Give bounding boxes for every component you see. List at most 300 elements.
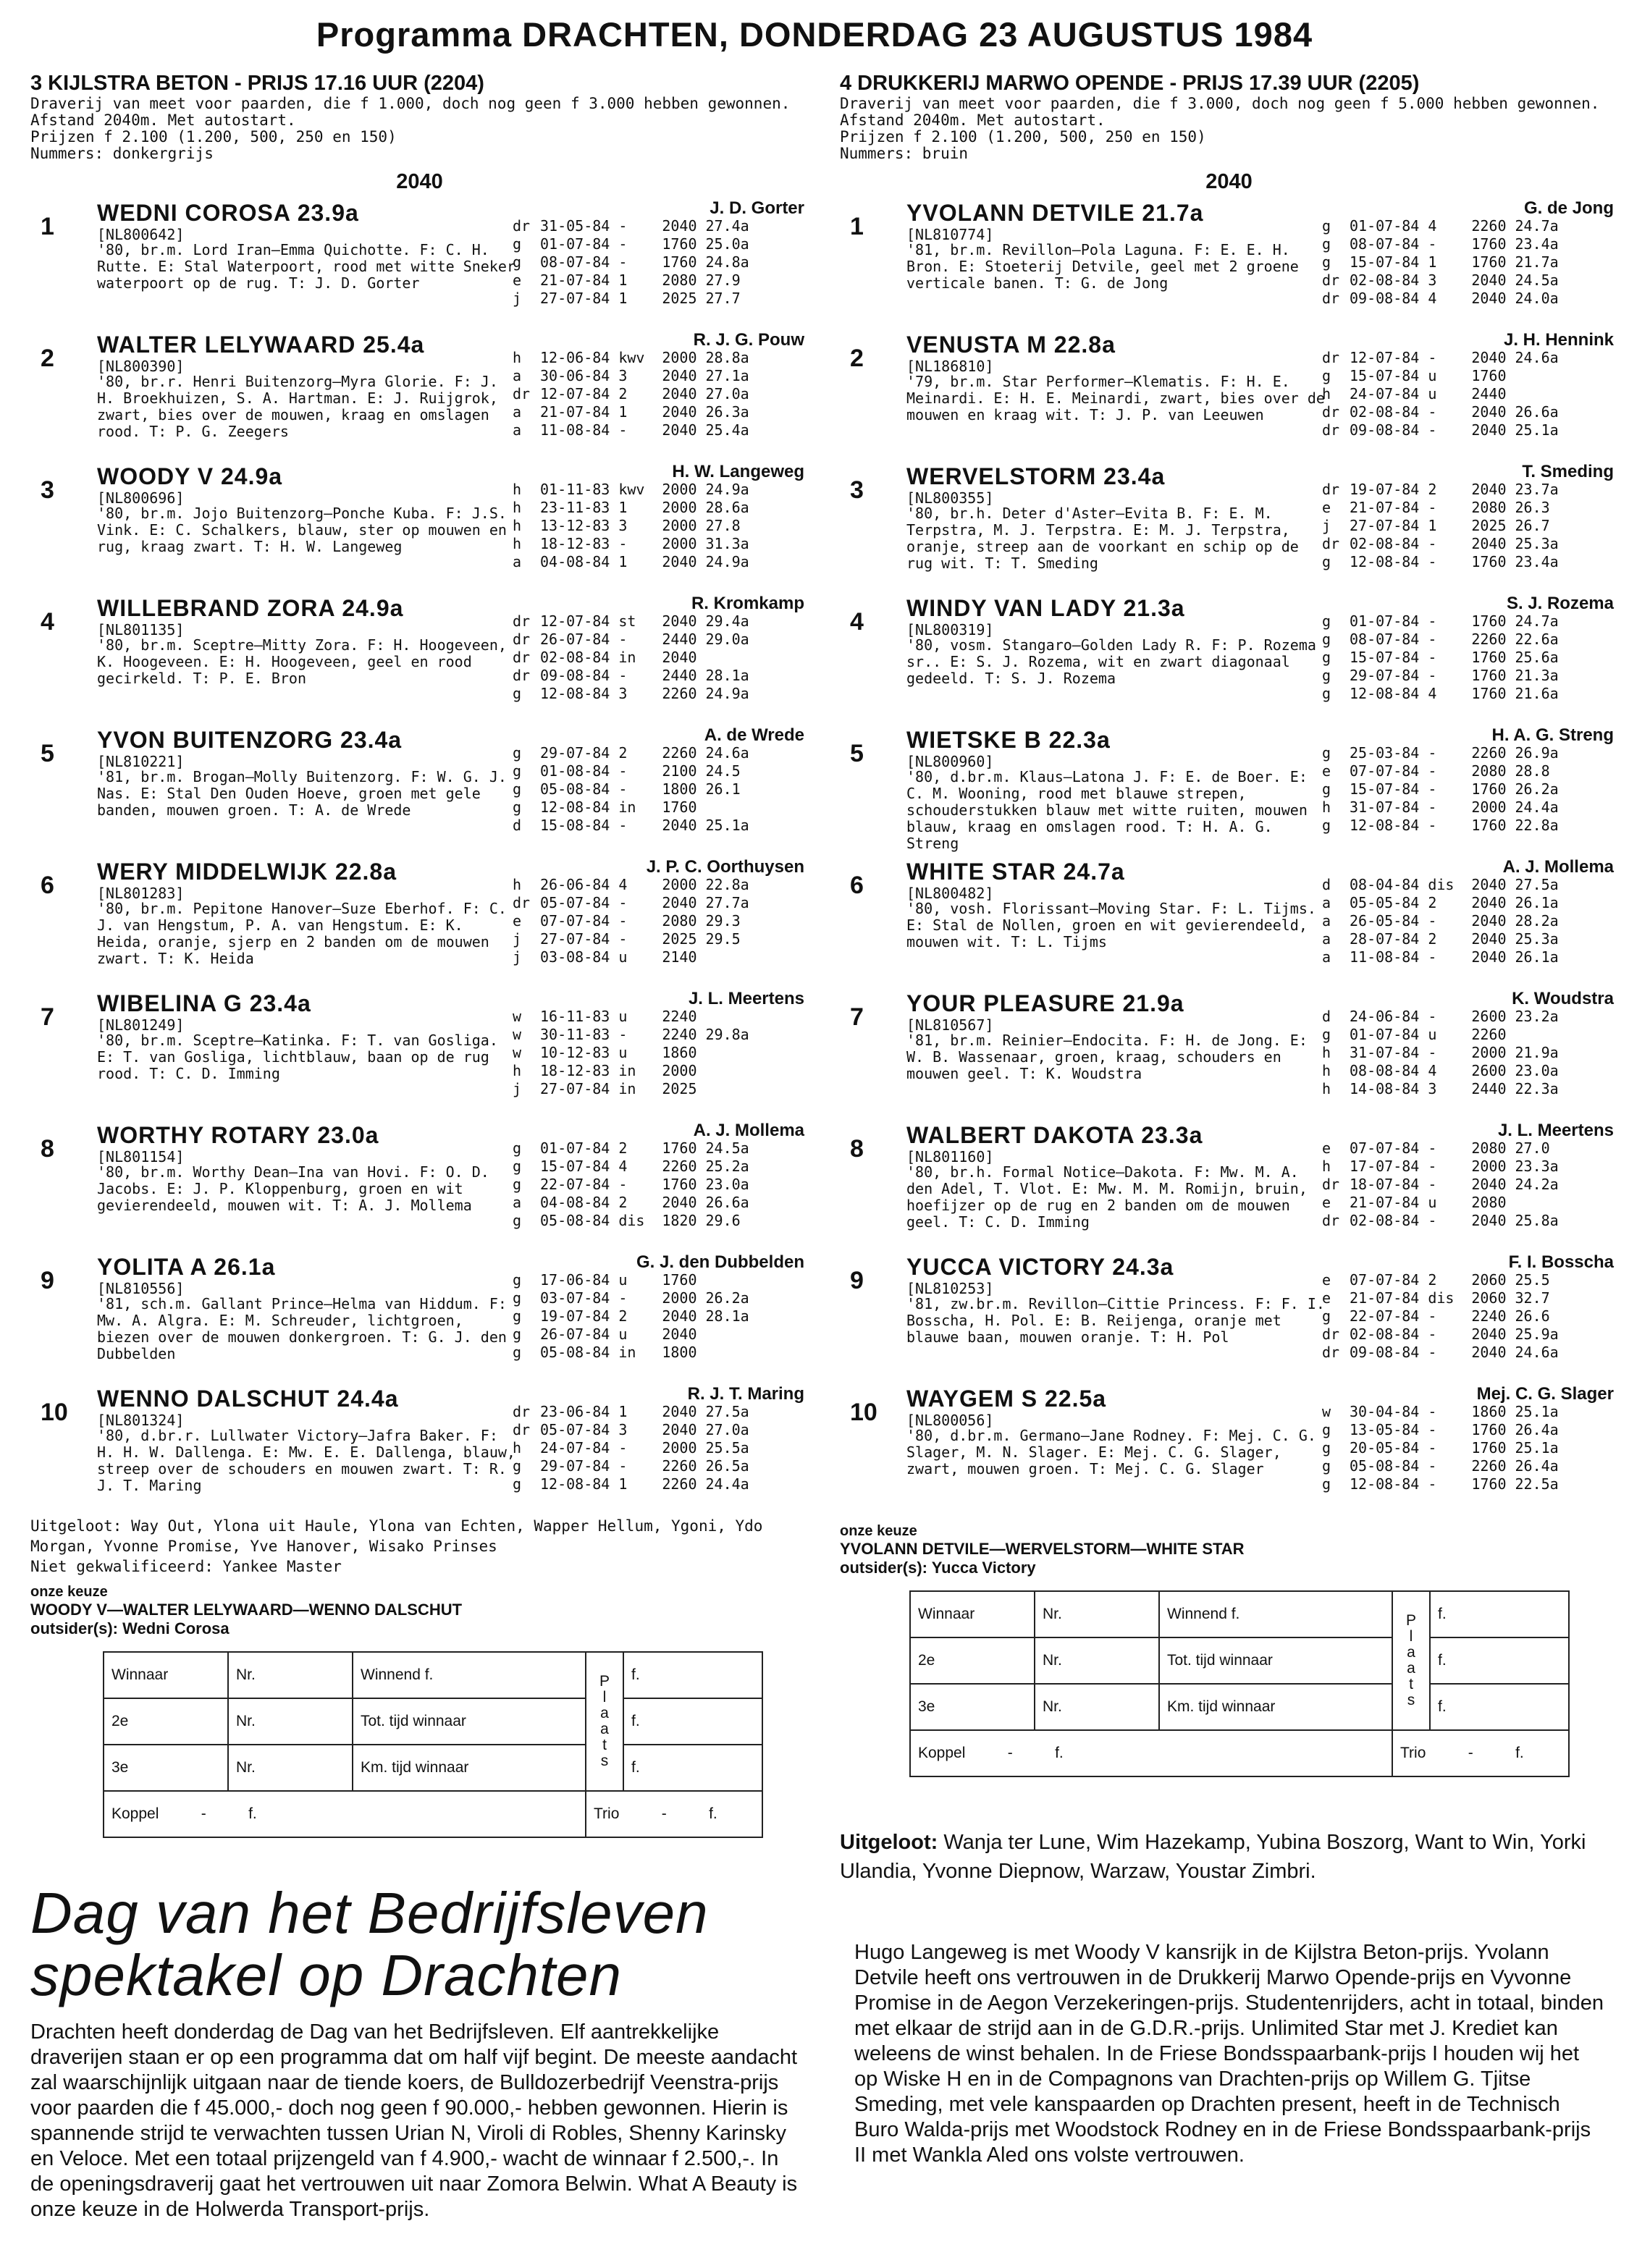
performance-cell: g [513, 685, 522, 702]
performance-row [1318, 817, 1563, 835]
performance-cell: j [513, 1080, 522, 1097]
result-field-label: Tot. tijd winnaar [353, 1698, 586, 1745]
performance-cell: 24.5a [1515, 271, 1559, 289]
performance-cell: 2040 [662, 421, 697, 439]
performance-cell: 04-08-84 [540, 553, 610, 570]
performance-cell: u [618, 1044, 628, 1061]
horse-entry [840, 330, 1618, 462]
performance-row [508, 271, 754, 290]
performance-row [1318, 367, 1563, 385]
performance-cell: 1760 [662, 235, 697, 253]
performance-row [1318, 649, 1563, 667]
performance-cell: g [513, 1307, 522, 1325]
performance-cell: 1760 [662, 1139, 697, 1157]
horse-name: YOUR PLEASURE 21.9a [906, 990, 1184, 1016]
performance-cell: 1800 [662, 780, 697, 798]
performance-cell: 31.3a [705, 535, 749, 552]
performance-cell: in [618, 649, 636, 666]
performance-cell: 26.4a [1515, 1457, 1559, 1475]
horse-id: [NL810556] [97, 1280, 185, 1297]
performance-cell: a [1322, 894, 1331, 911]
horse-description: '80, d.br.m. Germano—Jane Rodney. F: Mej. C. G. Slager, M. N. Slager. E: Mej. C. G. Slager, zwart, mouwen groen. T: Mej. C. G. Slager [906, 1427, 1316, 1477]
horse-name: WOODY V 24.9a [97, 463, 283, 489]
trio-cell: Trio - f. [1392, 1730, 1569, 1776]
result-row [910, 1637, 1569, 1684]
horse-entry [840, 594, 1618, 725]
performance-cell: a [1322, 930, 1331, 948]
performance-cell: 1800 [662, 1344, 697, 1361]
horse-description: '80, br.h. Deter d'Aster—Evita B. F: E. M. Terpstra, M. J. Terpstra. E: M. J. Terpstra, oranje, streep aan de voorkant en schip op de rug wit. T: T. Smeding [906, 505, 1299, 572]
result-row-koppel [104, 1791, 762, 1837]
performance-cell: g [513, 798, 522, 816]
performance-cell: 27-07-84 [1350, 517, 1420, 534]
result-f-label: f. [1430, 1591, 1569, 1637]
page-title: Programma DRACHTEN, DONDERDAG 23 AUGUSTUS 1984 [316, 15, 1313, 54]
performance-table [1318, 744, 1563, 835]
race-4-column [840, 71, 1618, 1886]
performance-cell: g [1322, 667, 1331, 684]
performance-cell: 3 [1428, 1080, 1437, 1097]
performance-cell: - [1428, 553, 1437, 570]
performance-cell: 2260 [662, 1158, 697, 1175]
performance-cell: 1760 [1471, 235, 1507, 253]
performance-cell: 26-07-84 [540, 1325, 610, 1343]
horse-entry [840, 857, 1618, 989]
performance-cell: g [1322, 685, 1331, 702]
performance-table [1318, 612, 1563, 703]
horse-name: WERVELSTORM 23.4a [906, 463, 1166, 489]
performance-cell: 12-08-84 [540, 1475, 610, 1493]
article-right: Hugo Langeweg is met Woody V kansrijk in de Kijlstra Beton-prijs. Yvolann Detvile heeft ons vertrouwen in de Drukkerij Marwo Opende-prijs en Vyvonne Promise in de Aegon Verzekeringen-prijs. Studentenrijders, acht in totaal, binden met elkaar de strijd aan in de G.D.R.-prijs. Unlimited Star met J. Krediet kan weleens de winst behalen. In de Friese Bondsspaarbank-prijs I houden wij het op Wiske H en in de Compagnons van Drachten-prijs op Willem G. Tjitse Smeding, met vele kanspaarden op Drachten present, heeft in de Technisch Buro Walda-prijs met Woodstock Rodney en in de Friese Bondsspaarbank-prijs II met Wankla Aled ons volste vertrouwen. [854, 1941, 1604, 2167]
horse-name: WALBERT DAKOTA 23.3a [906, 1122, 1203, 1148]
performance-cell: g [1322, 367, 1331, 384]
performance-cell: dis [1428, 876, 1455, 893]
race-conditions: Draverij van meet voor paarden, die f 3.000, doch nog geen f 5.000 hebben gewonnen. Afstand 2040m. Met autostart. Prijzen f 2.100 (1.200, 500, 250 en 150) Nummers: bruin [840, 95, 1600, 162]
performance-cell: in [618, 1080, 636, 1097]
horse-number: 4 [850, 608, 864, 636]
horse-entry [30, 725, 809, 857]
performance-cell: g [1322, 817, 1331, 834]
performance-row [1318, 253, 1563, 271]
performance-cell: 4 [1428, 685, 1437, 702]
result-row [104, 1698, 762, 1745]
uitgeloot-list: Uitgeloot: Way Out, Ylona uit Haule, Ylona van Echten, Wapper Hellum, Ygoni, Ydo Morgan, Yvonne Promise, Yve Hanover, Wisako Prinses [30, 1517, 763, 1555]
performance-cell: 2000 [662, 349, 697, 366]
result-field-label: Km. tijd winnaar [1159, 1684, 1392, 1730]
performance-cell: - [1428, 744, 1437, 762]
performance-cell: 24-07-84 [540, 1439, 610, 1457]
performance-row [1318, 499, 1563, 517]
performance-cell: 2040 [662, 217, 697, 235]
performance-cell: 2040 [1471, 271, 1507, 289]
performance-cell: 1760 [1471, 649, 1507, 666]
performance-cell: dr [513, 649, 531, 666]
trainer-name: R. J. T. Maring [687, 1384, 804, 1404]
performance-row [1318, 553, 1563, 571]
performance-cell: 09-08-84 [1350, 421, 1420, 439]
performance-cell: 2025 [662, 290, 697, 307]
performance-row [508, 685, 754, 703]
performance-cell [702, 1008, 754, 1026]
performance-cell: a [513, 1194, 522, 1211]
performance-cell: 30-11-83 [540, 1026, 610, 1043]
performance-cell: 23.0a [705, 1176, 749, 1193]
performance-cell: - [1428, 1139, 1437, 1157]
trainer-name: H. A. G. Streng [1491, 725, 1614, 745]
performance-cell: dr [1322, 481, 1340, 498]
horse-number: 7 [41, 1003, 54, 1031]
horse-number: 8 [41, 1135, 54, 1163]
result-row [104, 1745, 762, 1791]
performance-cell: a [513, 367, 522, 384]
performance-cell: 25.1a [1515, 1439, 1559, 1457]
performance-cell: in [618, 1344, 636, 1361]
performance-row [1318, 930, 1563, 948]
performance-cell: 29.8a [705, 1026, 749, 1043]
performance-cell: 23.7a [1515, 481, 1559, 498]
horse-id: [NL810253] [906, 1280, 994, 1297]
performance-row [1318, 685, 1563, 703]
performance-cell: 22-07-84 [1350, 1307, 1420, 1325]
performance-cell: 02-08-84 [1350, 403, 1420, 421]
performance-cell: 18-07-84 [1350, 1176, 1420, 1193]
performance-cell: 15-07-84 [1350, 780, 1420, 798]
result-place-label: Winnaar [104, 1652, 228, 1698]
performance-cell: 3 [1428, 271, 1437, 289]
horse-name: WEDNI COROSA 23.9a [97, 200, 359, 226]
performance-cell: 2040 [662, 1325, 697, 1343]
performance-cell: 2040 [662, 1307, 697, 1325]
performance-cell: 12-08-84 [1350, 1475, 1420, 1493]
performance-cell: 26.7 [1515, 517, 1550, 534]
performance-cell: 28.6a [705, 499, 749, 516]
performance-row [508, 1289, 754, 1307]
performance-row [508, 1421, 754, 1439]
performance-cell: 29.0a [705, 631, 749, 648]
performance-cell: 15-07-84 [540, 1158, 610, 1175]
horse-entry [30, 1384, 809, 1516]
performance-table [508, 612, 754, 703]
performance-cell: in [618, 798, 636, 816]
performance-cell: 1760 [1471, 685, 1507, 702]
result-table [909, 1590, 1570, 1777]
performance-row [508, 744, 754, 762]
performance-cell: - [1428, 1158, 1437, 1175]
trainer-name: A. de Wrede [704, 725, 804, 745]
performance-row [1318, 1421, 1563, 1439]
performance-cell: 2040 [1471, 894, 1507, 911]
performance-cell: dr [513, 217, 531, 235]
trainer-name: Mej. C. G. Slager [1476, 1384, 1614, 1404]
trainer-name: K. Woudstra [1512, 989, 1614, 1008]
performance-cell: e [513, 912, 522, 929]
performance-cell: g [513, 1457, 522, 1475]
performance-cell: 23-11-83 [540, 499, 610, 516]
performance-cell: 26.2a [705, 1289, 749, 1307]
horse-number: 1 [850, 213, 864, 240]
performance-cell: - [1428, 1325, 1437, 1343]
performance-cell: 24.6a [705, 744, 749, 762]
performance-cell: - [618, 912, 628, 929]
performance-cell: 2260 [1471, 1457, 1507, 1475]
horse-description: '80, br.m. Sceptre—Mitty Zora. F: H. Hoogeveen, K. Hoogeveen. E: H. Hoogeveen, geel en rood gecirkeld. T: P. E. Bron [97, 636, 507, 687]
performance-row [508, 1344, 754, 1362]
horse-description: '80, br.m. Sceptre—Katinka. F: T. van Gosliga. E: T. van Gosliga, lichtblauw, baan op de rug rood. T: C. D. Imming [97, 1032, 498, 1082]
horse-description: '81, sch.m. Gallant Prince—Helma van Hiddum. F: Mw. A. Algra. E: M. Schreuder, lichtgroen, biezen over de mouwen donkergroen. T: G. J. den Dubbelden [97, 1295, 507, 1362]
performance-cell: 05-07-84 [540, 894, 610, 911]
performance-cell: 05-08-84 [540, 1344, 610, 1361]
horse-number: 6 [41, 872, 54, 899]
horse-id: [NL801160] [906, 1148, 994, 1165]
performance-row [508, 1194, 754, 1212]
horse-name: WILLEBRAND ZORA 24.9a [97, 595, 404, 621]
performance-row [508, 1062, 754, 1080]
horse-id: [NL800482] [906, 885, 994, 902]
performance-row [1318, 217, 1563, 235]
performance-table [1318, 876, 1563, 966]
result-nr-label: Nr. [228, 1745, 353, 1791]
performance-cell: 1 [1428, 517, 1437, 534]
horse-id: [NL800642] [97, 226, 185, 243]
performance-cell: 1860 [662, 1044, 697, 1061]
performance-cell: 27-07-84 [540, 1080, 610, 1097]
performance-row [508, 1158, 754, 1176]
trainer-name: A. J. Mollema [693, 1121, 804, 1140]
performance-cell: 12-07-84 [540, 612, 610, 630]
performance-cell: 2 [618, 385, 628, 402]
horse-entry [30, 989, 809, 1121]
performance-cell: 25.0a [705, 235, 749, 253]
performance-cell: 01-07-84 [540, 1139, 610, 1157]
performance-cell: 21.6a [1515, 685, 1559, 702]
performance-cell: 2040 [1471, 1344, 1507, 1361]
performance-cell: dr [513, 385, 531, 402]
performance-cell: dr [513, 612, 531, 630]
performance-cell: d [1322, 1008, 1331, 1025]
performance-row [508, 1139, 754, 1158]
performance-cell: - [1428, 817, 1437, 834]
horse-entry [840, 198, 1618, 330]
performance-row [1318, 290, 1563, 308]
horse-entry [30, 594, 809, 725]
performance-cell: g [513, 744, 522, 762]
performance-cell: 2000 [662, 499, 697, 516]
performance-cell: g [513, 253, 522, 271]
result-f-label: f. [1430, 1637, 1569, 1684]
performance-cell: 1760 [662, 253, 697, 271]
performance-cell: 2025 [662, 930, 697, 948]
performance-row [508, 1026, 754, 1044]
performance-cell: u [618, 1325, 628, 1343]
performance-cell [702, 1325, 754, 1344]
performance-cell: 24.9a [705, 553, 749, 570]
performance-cell: 2040 [662, 367, 697, 384]
horse-id: [NL186810] [906, 358, 994, 375]
horse-id: [NL800355] [906, 489, 994, 507]
performance-cell: g [1322, 744, 1331, 762]
performance-cell: 24.4a [1515, 798, 1559, 816]
performance-cell [702, 1271, 754, 1289]
performance-cell: 25.3a [1515, 930, 1559, 948]
performance-cell: 13-12-83 [540, 517, 610, 534]
horse-entry [30, 330, 809, 462]
performance-cell: 09-08-84 [1350, 1344, 1420, 1361]
trainer-name: J. H. Hennink [1503, 330, 1614, 350]
performance-cell: 1760 [662, 1271, 697, 1289]
performance-cell: 4 [1428, 1062, 1437, 1079]
performance-cell: 25.4a [705, 421, 749, 439]
horse-id: [NL801135] [97, 621, 185, 638]
horse-id: [NL801324] [97, 1412, 185, 1429]
performance-row [508, 631, 754, 649]
outsider: outsider(s): Wedni Corosa [30, 1619, 230, 1637]
performance-table [1318, 481, 1563, 571]
performance-row [1318, 1289, 1563, 1307]
performance-row [508, 876, 754, 894]
plaats-label: P l a a t s [586, 1652, 623, 1791]
performance-row [508, 667, 754, 685]
performance-cell: 17-06-84 [540, 1271, 610, 1289]
performance-cell: 2260 [1471, 1026, 1507, 1043]
performance-cell: - [618, 1289, 628, 1307]
performance-cell: g [1322, 1439, 1331, 1457]
performance-cell: 02-08-84 [1350, 535, 1420, 552]
performance-cell: - [1428, 421, 1437, 439]
performance-cell: 09-08-84 [540, 667, 610, 684]
performance-cell: dr [513, 1403, 531, 1420]
performance-cell: 26.1 [705, 780, 741, 798]
result-nr-label: Nr. [228, 1652, 353, 1698]
performance-cell: 22.5a [1515, 1475, 1559, 1493]
performance-cell: dr [513, 1421, 531, 1438]
performance-cell: g [513, 235, 522, 253]
performance-cell: 26-06-84 [540, 876, 610, 893]
horse-number: 5 [850, 740, 864, 767]
performance-cell: 25.9a [1515, 1325, 1559, 1343]
performance-cell: 1760 [1471, 1421, 1507, 1438]
performance-row [1318, 894, 1563, 912]
performance-cell: 01-07-84 [1350, 1026, 1420, 1043]
result-row [104, 1652, 762, 1698]
performance-cell: g [1322, 631, 1331, 648]
performance-cell: 25-03-84 [1350, 744, 1420, 762]
performance-cell: 05-08-84 [1350, 1457, 1420, 1475]
performance-cell: 19-07-84 [1350, 481, 1420, 498]
performance-cell: 2440 [662, 667, 697, 684]
performance-cell: 01-08-84 [540, 762, 610, 780]
performance-row [1318, 1457, 1563, 1475]
performance-row [1318, 235, 1563, 253]
trainer-name: H. W. Langeweg [672, 462, 804, 481]
performance-cell: 26-05-84 [1350, 912, 1420, 929]
performance-cell: 27.5a [1515, 876, 1559, 893]
outsider: outsider(s): Yucca Victory [840, 1559, 1036, 1577]
performance-row [1318, 612, 1563, 631]
performance-cell: 22.3a [1515, 1080, 1559, 1097]
performance-cell: 3 [618, 367, 628, 384]
performance-cell: 2080 [662, 271, 697, 289]
performance-cell: - [1428, 349, 1437, 366]
performance-cell: 2 [618, 1307, 628, 1325]
performance-cell: h [513, 535, 522, 552]
horse-description: '81, br.m. Brogan—Molly Buitenzorg. F: W. G. J. Nas. E: Stal Den Ouden Hoeve, groen met gele banden, mouwen groen. T: A. de Wrede [97, 768, 507, 819]
performance-row [508, 649, 754, 667]
performance-cell: 2000 [1471, 1158, 1507, 1175]
performance-cell: 21-07-84 [540, 403, 610, 421]
performance-row [508, 1008, 754, 1026]
performance-cell: 1860 [1471, 1403, 1507, 1420]
performance-cell: 07-07-84 [1350, 1139, 1420, 1157]
performance-table [1318, 1008, 1563, 1098]
horse-description: '81, zw.br.m. Revillon—Cittie Princess. F: F. I. Bosscha, H. Pol. E: B. Reijenga, oranje met blauwe baan, mouwen oranje. T: H. Pol [906, 1295, 1325, 1346]
performance-cell: 12-08-84 [540, 798, 610, 816]
horse-id: [NL800390] [97, 358, 185, 375]
performance-cell: 12-08-84 [1350, 553, 1420, 570]
performance-row [1318, 1307, 1563, 1325]
result-f-label: f. [1430, 1684, 1569, 1730]
performance-cell: 2240 [1471, 1307, 1507, 1325]
performance-row [508, 1307, 754, 1325]
performance-cell: 19-07-84 [540, 1307, 610, 1325]
performance-cell: 29-07-84 [1350, 667, 1420, 684]
performance-cell: - [618, 930, 628, 948]
performance-cell: - [1428, 1475, 1437, 1493]
performance-row [508, 1080, 754, 1098]
performance-cell: 2 [618, 744, 628, 762]
performance-cell: 26.6 [1515, 1307, 1550, 1325]
performance-cell: 2600 [1471, 1008, 1507, 1025]
trainer-name: T. Smeding [1522, 462, 1614, 481]
performance-cell: dr [1322, 1176, 1340, 1193]
result-row [910, 1591, 1569, 1637]
performance-cell: 24-07-84 [1350, 385, 1420, 402]
performance-row [508, 403, 754, 421]
performance-cell: 08-08-84 [1350, 1062, 1420, 1079]
performance-cell: 2040 [1471, 930, 1507, 948]
performance-cell: 32.7 [1515, 1289, 1550, 1307]
horse-name: YVON BUITENZORG 23.4a [97, 727, 403, 753]
performance-cell: dr [1322, 535, 1340, 552]
performance-row [508, 1271, 754, 1289]
performance-cell: - [618, 780, 628, 798]
performance-row [1318, 349, 1563, 367]
performance-cell: 2240 [662, 1008, 697, 1025]
performance-cell: 2 [1428, 894, 1437, 911]
performance-row [508, 1457, 754, 1475]
performance-cell: - [1428, 1421, 1437, 1438]
performance-cell: 09-08-84 [1350, 290, 1420, 307]
performance-row [1318, 912, 1563, 930]
performance-cell: h [1322, 1080, 1331, 1097]
performance-cell: - [1428, 667, 1437, 684]
performance-cell: 14-08-84 [1350, 1080, 1420, 1097]
trainer-name: J. L. Meertens [1497, 1121, 1614, 1140]
horse-entry [30, 1252, 809, 1384]
performance-cell: 07-07-84 [540, 912, 610, 929]
performance-cell: 2240 [662, 1026, 697, 1043]
performance-cell: g [513, 1212, 522, 1229]
horse-entry [30, 857, 809, 989]
performance-cell: 02-08-84 [1350, 1212, 1420, 1229]
performance-row [1318, 1439, 1563, 1457]
performance-cell: 23-06-84 [540, 1403, 610, 1420]
horse-name: YVOLANN DETVILE 21.7a [906, 200, 1204, 226]
performance-cell: 24.7a [1515, 612, 1559, 630]
performance-cell: 2440 [1471, 385, 1507, 402]
performance-cell: 2000 [662, 535, 697, 552]
performance-cell: 2000 [662, 1289, 697, 1307]
performance-cell: - [618, 631, 628, 648]
